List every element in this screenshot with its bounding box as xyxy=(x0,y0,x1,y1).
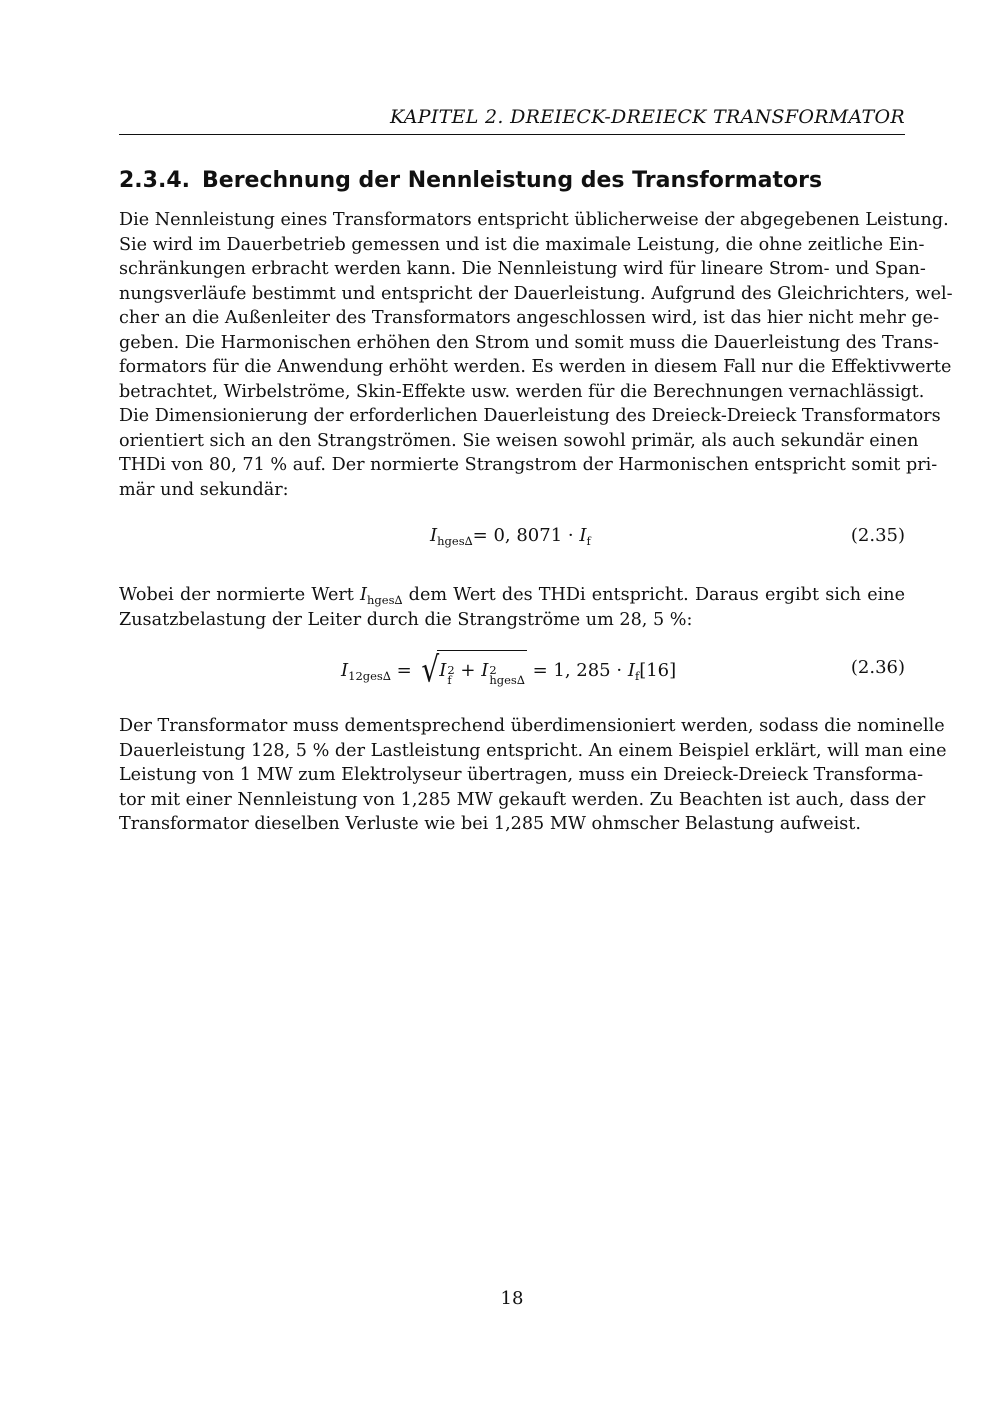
text-line: Leistung von 1 MW zum Elektrolyseur übertragen, muss ein Dreieck-Dreieck Transforma- xyxy=(119,765,924,785)
text-line: THDi von 80, 71 % auf. Der normierte Strangstrom der Harmonischen entspricht somit pri- xyxy=(119,455,938,475)
paragraph-nennleistung xyxy=(119,208,953,502)
text-line: orientiert sich an den Strangströmen. Sie weisen sowohl primär, als auch sekundär einen xyxy=(119,430,919,451)
text-line: cher an die Außenleiter des Transformators angeschlossen wird, ist das hier nicht mehr ge- xyxy=(119,308,940,328)
square-root-icon: √ xyxy=(421,648,440,690)
text-line: betrachtet, Wirbelströme, Skin-Effekte usw. werden für die Berechnungen vernachlässigt. xyxy=(119,381,925,402)
math-subscript: 12ges∆ xyxy=(348,669,391,683)
text-line: Sie wird im Dauerbetrieb gemessen und ist die maximale Leistung, die ohne zeitliche Ein- xyxy=(119,234,925,255)
math-superscript: 2 xyxy=(447,663,455,677)
text-line: Die Dimensionierung der erforderlichen Dauerleistung des Dreieck-Dreieck Transformators xyxy=(119,406,941,426)
math-subsup xyxy=(489,665,525,685)
section-title: Berechnung der Nennleistung des Transformators xyxy=(202,168,823,193)
section-heading xyxy=(119,164,905,198)
text-line: tor mit einer Nennleistung von 1,285 MW gekauft werden. Zu Beachten ist auch, dass der xyxy=(119,789,926,810)
citation: [16] xyxy=(639,660,677,681)
text-line: geben. Die Harmonischen erhöhen den Strom und somit muss die Dauerleistung des Trans- xyxy=(119,332,939,353)
math-subscript: f xyxy=(586,534,591,548)
equation-2-36 xyxy=(119,648,905,690)
page-number: 18 xyxy=(500,1288,524,1309)
text-line: Die Nennleistung eines Transformators entspricht üblicherweise der abgegebenen Leistung. xyxy=(119,210,949,230)
math-subscript: f xyxy=(634,669,640,683)
math-operator: + xyxy=(454,660,482,681)
text-line: nungsverläufe bestimmt und entspricht der Dauerleistung. Aufgrund des Gleichrichters, wel- xyxy=(119,283,953,304)
math-subscript: hges∆ xyxy=(437,534,473,548)
math-relation: = xyxy=(390,660,418,681)
text-line: mär und sekundär: xyxy=(119,479,289,500)
text-line: formators für die Anwendung erhöht werden. Es werden in diesem Fall nur die Effektivwerte xyxy=(119,357,952,377)
equation-number: (2.35) xyxy=(850,525,905,546)
text-line xyxy=(119,583,905,608)
section-number: 2.3.4. xyxy=(119,168,190,193)
text-fragment: dem Wert des THDi entspricht. Daraus ergibt sich eine xyxy=(402,585,905,605)
math-symbol: I xyxy=(481,660,489,681)
math-subscript: f xyxy=(447,673,452,687)
math-symbol: I xyxy=(360,585,367,605)
math-subsup xyxy=(447,665,454,685)
math-subscript: hges∆ xyxy=(489,673,525,687)
math-subscript: hges∆ xyxy=(367,593,403,607)
text-line: schränkungen erbracht werden kann. Die Nennleistung wird für lineare Strom- und Span- xyxy=(119,259,926,279)
math-symbol: I xyxy=(439,660,447,681)
equation-body xyxy=(430,518,591,554)
text-line: Transformator dieselben Verluste wie bei 1,285 MW ohmscher Belastung aufweist. xyxy=(119,814,861,834)
math-relation: = 0, 8071 · xyxy=(472,525,580,546)
equation-body xyxy=(341,650,676,689)
math-symbol: I xyxy=(430,525,438,546)
text-fragment: Wobei der normierte Wert xyxy=(119,585,361,605)
math-symbol: I xyxy=(579,525,587,546)
math-symbol: I xyxy=(627,660,635,681)
math-relation: = 1, 285 · xyxy=(526,660,628,681)
text-line: Zusatzbelastung der Leiter durch die Strangströme um 28, 5 %: xyxy=(119,609,693,630)
math-symbol: I xyxy=(341,660,349,681)
running-head: KAPITEL 2. DREIECK-DREIECK TRANSFORMATOR xyxy=(389,106,905,128)
equation-number: (2.36) xyxy=(850,657,905,678)
math-superscript: 2 xyxy=(489,663,497,677)
equation-2-35 xyxy=(119,518,905,554)
radicand xyxy=(437,650,527,689)
page-header xyxy=(119,104,905,135)
paragraph-ueberdimensionierung xyxy=(119,714,947,837)
paragraph-zusatzbelastung xyxy=(119,583,905,632)
text-line: Dauerleistung 128, 5 % der Lastleistung entspricht. An einem Beispiel erklärt, will man eine xyxy=(119,740,947,761)
text-line: Der Transformator muss dementsprechend überdimensioniert werden, sodass die nominelle xyxy=(119,716,945,736)
